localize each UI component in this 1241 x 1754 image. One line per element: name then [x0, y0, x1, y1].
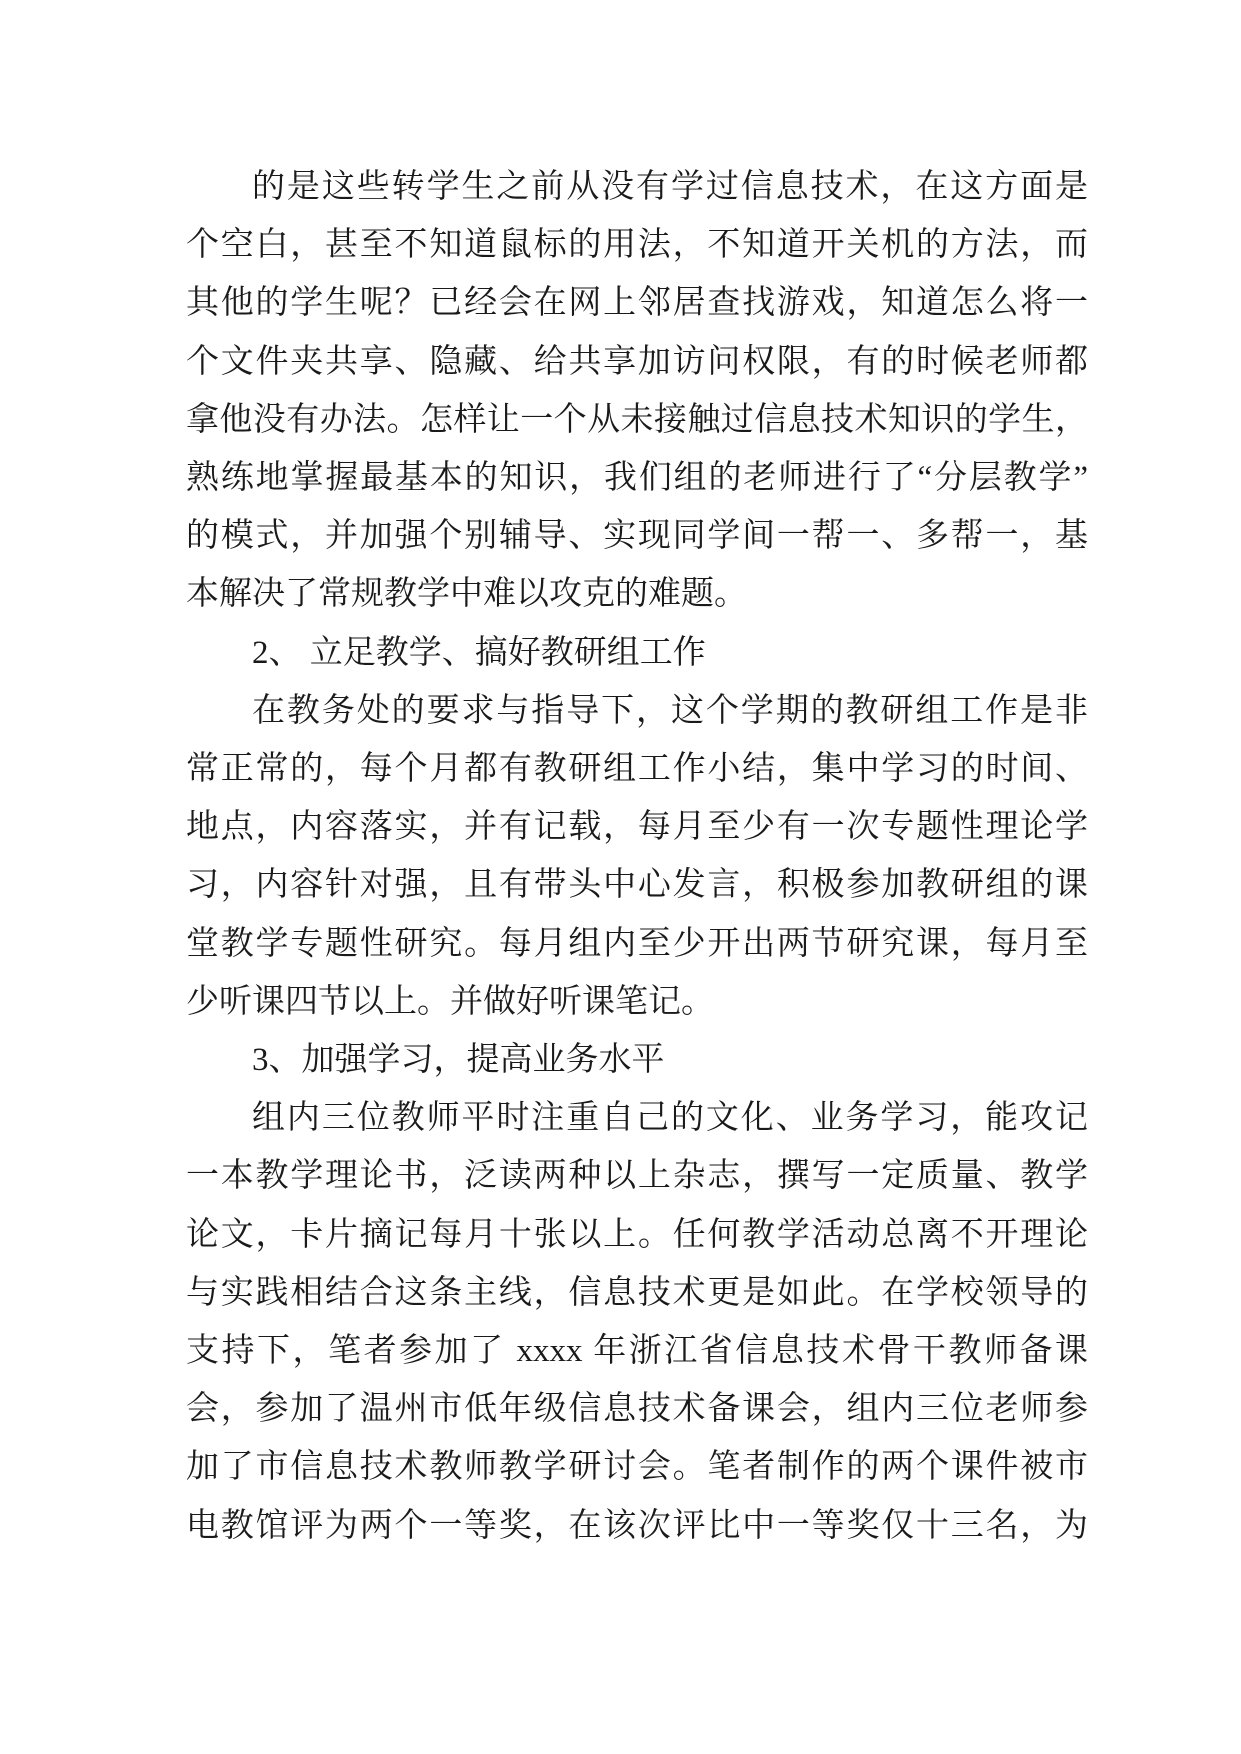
text-line: 组内三位教师平时注重自己的文化、业务学习，能攻记: [252, 1100, 1088, 1137]
text-line: 地点，内容落实，并有记载，每月至少有一次专题性理论学: [186, 809, 1088, 846]
text-line: 与实践相结合这条主线，信息技术更是如此。在学校领导的: [186, 1274, 1088, 1311]
text-line: 个空白，甚至不知道鼠标的用法，不知道开关机的方法，而: [186, 227, 1088, 264]
text-line: 一本教学理论书，泛读两种以上杂志，撰写一定质量、教学: [186, 1158, 1088, 1195]
text-line: 论文，卡片摘记每月十张以上。任何教学活动总离不开理论: [186, 1216, 1088, 1253]
text-line: 加了市信息技术教师教学研讨会。笔者制作的两个课件被市: [186, 1449, 1088, 1486]
text-line: 个文件夹共享、隐藏、给共享加访问权限，有的时候老师都: [186, 343, 1088, 380]
text-line: 支持下，笔者参加了 xxxx 年浙江省信息技术骨干教师备课: [186, 1333, 1088, 1370]
text-line: 的是这些转学生之前从没有学过信息技术，在这方面是: [252, 169, 1088, 205]
heading-line: 2、 立足教学、搞好教研组工作: [252, 634, 706, 671]
text-line: 电教馆评为两个一等奖，在该次评比中一等奖仅十三名，为: [186, 1507, 1088, 1544]
text-line: 会，参加了温州市低年级信息技术备课会，组内三位老师参: [186, 1391, 1088, 1428]
text-line: 在教务处的要求与指导下，这个学期的教研组工作是非: [252, 692, 1088, 729]
text-line: 常正常的，每个月都有教研组工作小结，集中学习的时间、: [186, 751, 1088, 788]
text-line: 熟练地掌握最基本的知识，我们组的老师进行了“分层教学”: [186, 460, 1088, 497]
text-line: 堂教学专题性研究。每月组内至少开出两节研究课，每月至: [186, 925, 1088, 962]
text-line: 本解决了常规教学中难以攻克的难题。: [186, 576, 747, 613]
text-line: 拿他没有办法。怎样让一个从未接触过信息技术知识的学生，: [186, 401, 1088, 438]
heading-line: 3、加强学习，提高业务水平: [252, 1042, 665, 1079]
text-line: 其他的学生呢？已经会在网上邻居查找游戏，知道怎么将一: [186, 285, 1088, 322]
text-line: 少听课四节以上。并做好听课笔记。: [186, 983, 714, 1020]
text-line: 的模式，并加强个别辅导、实现同学间一帮一、多帮一，基: [186, 518, 1088, 555]
text-line: 习，内容针对强，且有带头中心发言，积极参加教研组的课: [186, 867, 1088, 904]
document-body: [186, 158, 1088, 1555]
